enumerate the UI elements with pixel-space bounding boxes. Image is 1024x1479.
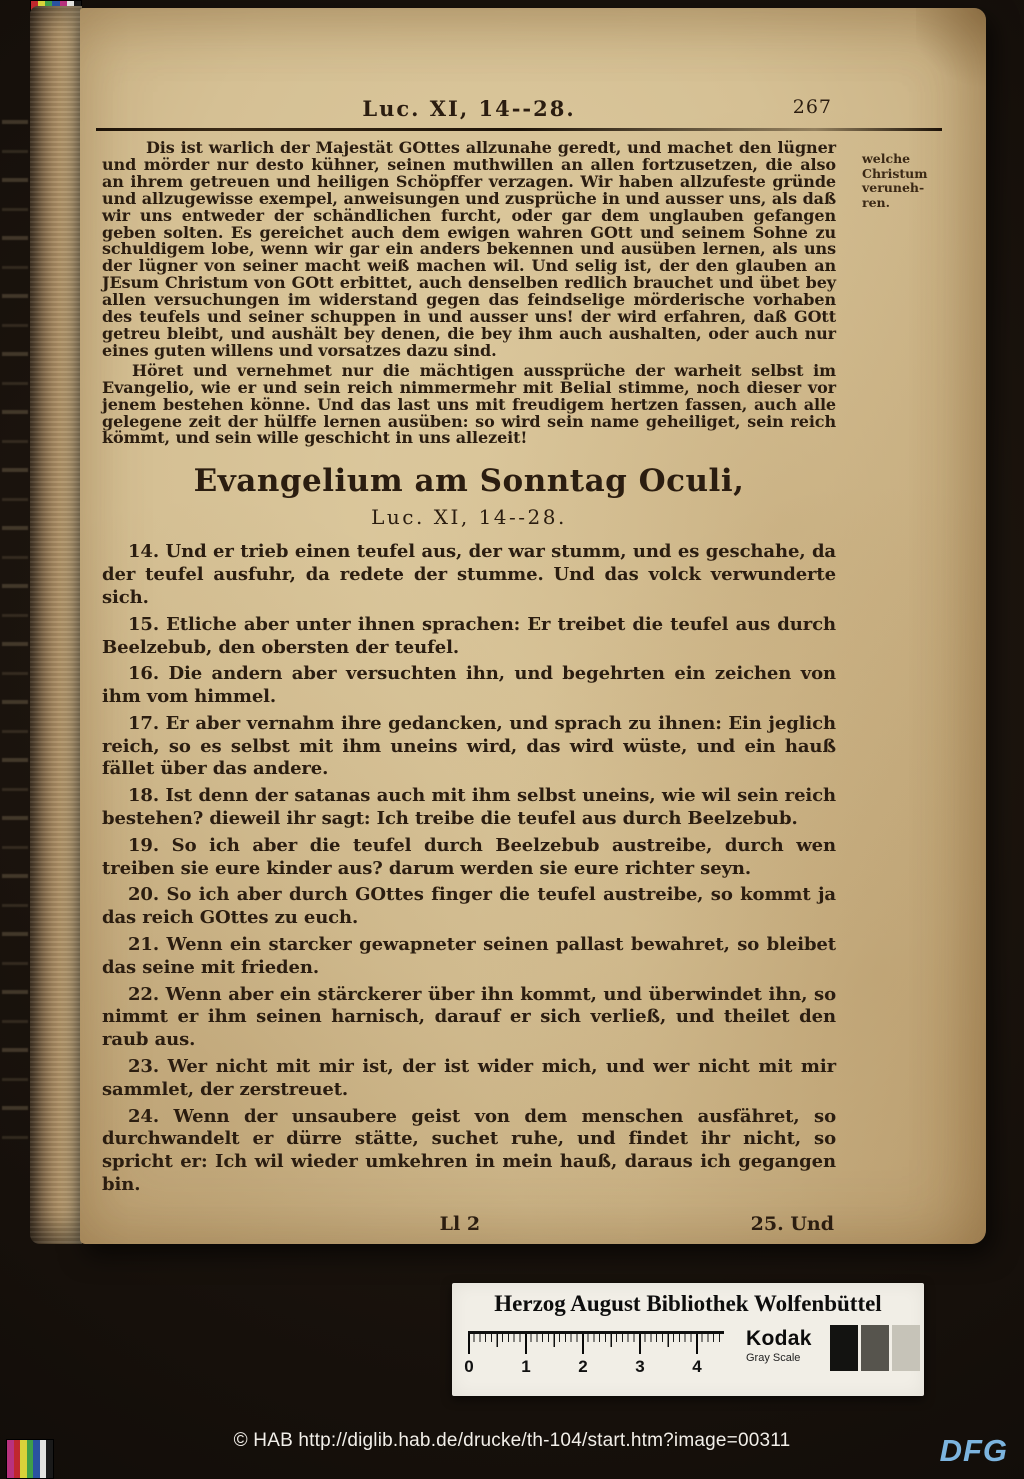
verse [102, 614, 836, 660]
page-edge-marginalia [2, 120, 28, 1140]
gray-patch-dark [861, 1325, 889, 1371]
verse [102, 663, 836, 709]
running-title: Luc. XI, 14--28. [362, 96, 576, 121]
header-rule [96, 128, 942, 131]
verse-text: Die andern aber versuchten ihn, und begehrten ein zeichen von ihm vom himmel. [102, 663, 836, 708]
margin-note-line: ren. [862, 194, 890, 210]
signature-mark: Ll 2 [439, 1212, 481, 1235]
verse-block [102, 541, 836, 1197]
verse-number: 19. [128, 834, 160, 856]
verse-number: 23. [128, 1056, 160, 1078]
verse [102, 1056, 836, 1102]
verse-text: Er aber vernahm ihre gedancken, und sprach zu ihnen: Ein jeglich reich, so es selbst mit ihm uneins wird, das wird wüste, und ein hauß fället über das andere. [102, 712, 836, 780]
margin-note-line: veruneh- [862, 180, 925, 195]
ruler-number: 4 [692, 1357, 702, 1376]
gray-patch-black [830, 1325, 858, 1371]
body-paragraph: Dis ist warlich der Majestät GOttes allzunahe geredt, und machet den lügner und mörder nur desto kühner, seinen muthwillen an allen fortzusetzen, die also an ihrem getreuen und heiligen Schöpffer verzagen. Wir haben allzufeste gründe und allzugewisse exempel, anweisungen und zusprüche in und ausser uns, als daß wir uns entweder der schändlichen furcht, oder gar dem unglauben gefangen geben solten. Es gereichet auch dem ewigen wahren GOtt und seinem Sohne zu schuldigem lobe, wenn wir gar ein anders bekennen und ausüben lernen, als uns der lügner von seiner macht weiß machen wil. Und selig ist, der den glauben an JEsum Christum von GOtt erbittet, auch denselben redlich brauchet und übet bey allen versuchungen im widerstand gegen das feindselige mörderische vorhaben des teufels und seiner schuppen in und ausser uns! der wird erfahren, daß GOtt getreu bleibt, und aushält bey denen, die bey ihm auch aushalten, oder auch nur eines guten willens und vorsatzes dazu sind. [102, 138, 836, 360]
verse [102, 884, 836, 930]
margin-note-line: welche [862, 151, 911, 166]
book-page [80, 8, 986, 1244]
page-header [102, 96, 836, 121]
verse-text: Wenn der unsaubere geist von dem menschen ausfähret, so durchwandelt er dürre stätte, suchet ruhe, und findet ihr nicht, so spricht er: Ich wil wieder umkehren in mein hauß, daraus ich gegangen bin. [102, 1105, 836, 1196]
verse-number: 20. [128, 884, 160, 906]
page-foot [102, 1213, 836, 1241]
verse [102, 541, 836, 609]
body-paragraph: Höret und vernehmet nur die mächtigen aussprüche der warheit selbst im Evangelio, wie er und sein reich nimmermehr mit Belial stimme, noch dieser vor jenem bestehen könne. Und das last uns mit freudigem hertzen fassen, auch alle gelegene zeit der hülffe lernen ausüben: so wird sein name geheiliget, sein reich kömmt, und sein wille geschicht in uns allezeit! [102, 360, 836, 448]
catchword: 25. Und [750, 1212, 834, 1235]
verse-number: 18. [128, 785, 160, 807]
kodak-block [746, 1327, 828, 1364]
library-label-card [452, 1283, 924, 1396]
book-page-stack-edge [30, 6, 82, 1244]
cm-ruler [464, 1331, 724, 1377]
verse-text: Und er trieb einen teufel aus, der war stumm, und es geschahe, da der teufel ausfuhr, da redete der stumme. Und das volck verwunderte sich. [102, 541, 836, 608]
verse [102, 785, 836, 831]
ruler-number: 2 [578, 1357, 588, 1376]
verse [102, 1106, 836, 1197]
verse [102, 713, 836, 781]
verse-text: Wenn ein starcker gewapneter seinen pallast bewahret, so bleibet das seine mit frieden. [102, 934, 836, 978]
verse [102, 984, 836, 1052]
verse-text: Wenn aber ein stärckerer über ihn kommt, und überwindet ihn, so nimmt er ihm seinen harnisch, darauf er sich verließ, und theilet den raub aus. [102, 983, 837, 1051]
color-calibration-strip-bottom [6, 1439, 54, 1479]
verse-number: 17. [128, 712, 160, 734]
verse-number: 14. [128, 541, 160, 563]
gray-patch-light [892, 1325, 920, 1371]
dfg-logo: DFG [939, 1433, 1008, 1468]
verse-number: 24. [128, 1105, 160, 1127]
verse-number: 15. [128, 613, 160, 635]
margin-note [862, 152, 972, 210]
verse [102, 835, 836, 881]
section-heading: Evangelium am Sonntag Oculi, [193, 463, 745, 500]
page-number: 267 [792, 96, 832, 118]
verse-text: Etliche aber unter ihnen sprachen: Er treibet die teufel aus durch Beelzebub, den obersten der teufel. [102, 613, 836, 658]
section-subheading: Luc. XI, 14--28. [371, 505, 567, 530]
verse-text: So ich aber durch GOttes finger die teufel austreibe, so kommt ja das reich GOttes zu euch. [102, 884, 836, 929]
gray-scale-label: Gray Scale [746, 1352, 801, 1364]
ruler-number: 1 [521, 1357, 531, 1376]
verse-text: Wer nicht mit mir ist, der ist wider mich, und wer nicht mit mir sammlet, der zerstreuet. [102, 1056, 836, 1100]
verse-number: 21. [128, 934, 160, 956]
verse-number: 22. [128, 983, 160, 1005]
verse-text: Ist denn der satanas auch mit ihm selbst uneins, wie wil sein reich bestehen? dieweil ihr sagt: Ich treibe die teufel aus durch Beelzebub. [102, 785, 837, 830]
kodak-brand: Kodak [746, 1327, 812, 1350]
ruler-number: 0 [464, 1357, 474, 1376]
verse [102, 934, 836, 980]
gray-scale-patches [830, 1325, 920, 1371]
ruler-cm-ticks [468, 1334, 724, 1354]
verse-number: 16. [128, 663, 160, 685]
library-name: Herzog August Bibliothek Wolfenbüttel [494, 1291, 882, 1316]
verse-text: So ich aber die teufel durch Beelzebub austreibe, durch wen treiben sie eure kinder aus? darum werden sie eure richter seyn. [102, 834, 836, 879]
margin-note-line: Christum [862, 165, 928, 181]
copyright-url: © HAB http://diglib.hab.de/drucke/th-104/start.htm?image=00311 [233, 1430, 791, 1451]
text-column [102, 8, 836, 1241]
ruler-number: 3 [635, 1357, 645, 1376]
